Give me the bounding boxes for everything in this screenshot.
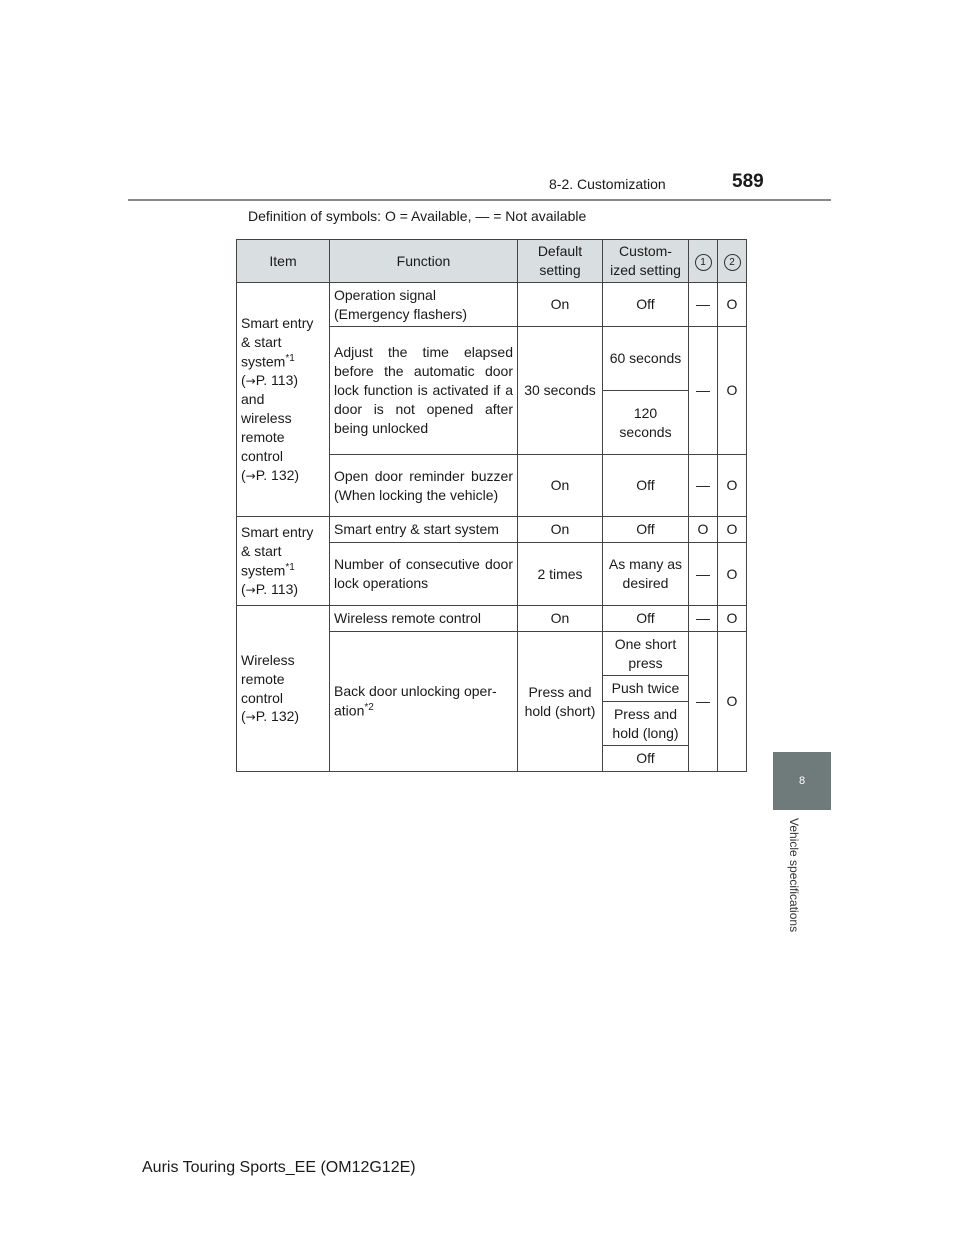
symbol-2-cell: O xyxy=(718,543,747,606)
custom-cell: Off xyxy=(603,455,689,517)
arrow-icon: → xyxy=(245,374,256,389)
footer-model: Auris Touring Sports_EE (OM12G12E) xyxy=(142,1159,416,1176)
header-col2 xyxy=(718,240,747,283)
table-header-row xyxy=(237,240,747,283)
default-cell: 2 times xyxy=(518,543,603,606)
custom-cell: 120 seconds xyxy=(603,391,689,455)
symbol-definition: Definition of symbols: O = Available, — = Not available xyxy=(248,208,587,224)
custom-cell: As many as desired xyxy=(603,543,689,606)
arrow-icon: → xyxy=(245,710,256,725)
header-default: Default setting xyxy=(518,240,603,283)
table-row xyxy=(237,283,747,327)
header-divider xyxy=(128,199,831,201)
header-custom: Custom- ized setting xyxy=(603,240,689,283)
circle-2-icon: 2 xyxy=(724,254,741,271)
symbol-2-cell: O xyxy=(718,606,747,632)
symbol-2-cell: O xyxy=(718,327,747,455)
section-title: 8-2. Customization xyxy=(549,176,666,192)
header-item: Item xyxy=(237,240,330,283)
default-cell: On xyxy=(518,455,603,517)
symbol-1-cell: — xyxy=(689,283,718,327)
symbol-2-cell: O xyxy=(718,283,747,327)
chapter-number: 8 xyxy=(798,775,806,787)
default-cell: On xyxy=(518,517,603,543)
table-row xyxy=(237,517,747,543)
item-cell: Smart entry & start system$^{*1}$ (→P. 113) and wireless remote control (→P. 132) xyxy=(237,283,330,517)
function-cell: Operation signal (Emergency flashers) xyxy=(330,283,518,327)
header-function: Function xyxy=(330,240,518,283)
function-cell: Open door reminder buzzer (When locking the vehicle) xyxy=(330,455,518,517)
custom-cell: One short press xyxy=(603,632,689,676)
customization-table xyxy=(236,239,747,772)
function-cell: Back door unlocking oper- ation$^{*2}$ xyxy=(330,632,518,772)
arrow-icon: → xyxy=(245,468,256,483)
header-col1 xyxy=(689,240,718,283)
custom-cell: Push twice xyxy=(603,676,689,702)
symbol-1-cell: — xyxy=(689,606,718,632)
custom-cell: Press and hold (long) xyxy=(603,702,689,746)
chapter-label: Vehicle specifications xyxy=(787,818,801,933)
function-cell: Smart entry & start system xyxy=(330,517,518,543)
item-cell: Wireless remote control (→P. 132) xyxy=(237,606,330,772)
custom-cell: Off xyxy=(603,746,689,772)
page-number: 589 xyxy=(732,171,764,192)
default-cell: 30 seconds xyxy=(518,327,603,455)
symbol-2-cell: O xyxy=(718,455,747,517)
default-cell: On xyxy=(518,606,603,632)
symbol-1-cell: — xyxy=(689,455,718,517)
symbol-1-cell: — xyxy=(689,327,718,455)
function-cell: Number of consecutive door lock operations xyxy=(330,543,518,606)
default-cell: Press and hold (short) xyxy=(518,632,603,772)
symbol-1-cell: — xyxy=(689,632,718,772)
item-cell: Smart entry & start system$^{*1}$ (→P. 113) xyxy=(237,517,330,606)
symbol-1-cell: — xyxy=(689,543,718,606)
function-cell: Adjust the time elapsed before the automatic door lock function is activated if a door is not opened after being unlocked xyxy=(330,327,518,455)
custom-cell: Off xyxy=(603,517,689,543)
circle-1-icon: 1 xyxy=(695,254,712,271)
table-row xyxy=(237,606,747,632)
symbol-2-cell: O xyxy=(718,517,747,543)
custom-cell: 60 seconds xyxy=(603,327,689,391)
custom-cell: Off xyxy=(603,606,689,632)
default-cell: On xyxy=(518,283,603,327)
function-cell: Wireless remote control xyxy=(330,606,518,632)
symbol-1-cell: O xyxy=(689,517,718,543)
custom-cell: Off xyxy=(603,283,689,327)
chapter-tab xyxy=(773,752,831,810)
symbol-2-cell: O xyxy=(718,632,747,772)
arrow-icon: → xyxy=(245,583,256,598)
